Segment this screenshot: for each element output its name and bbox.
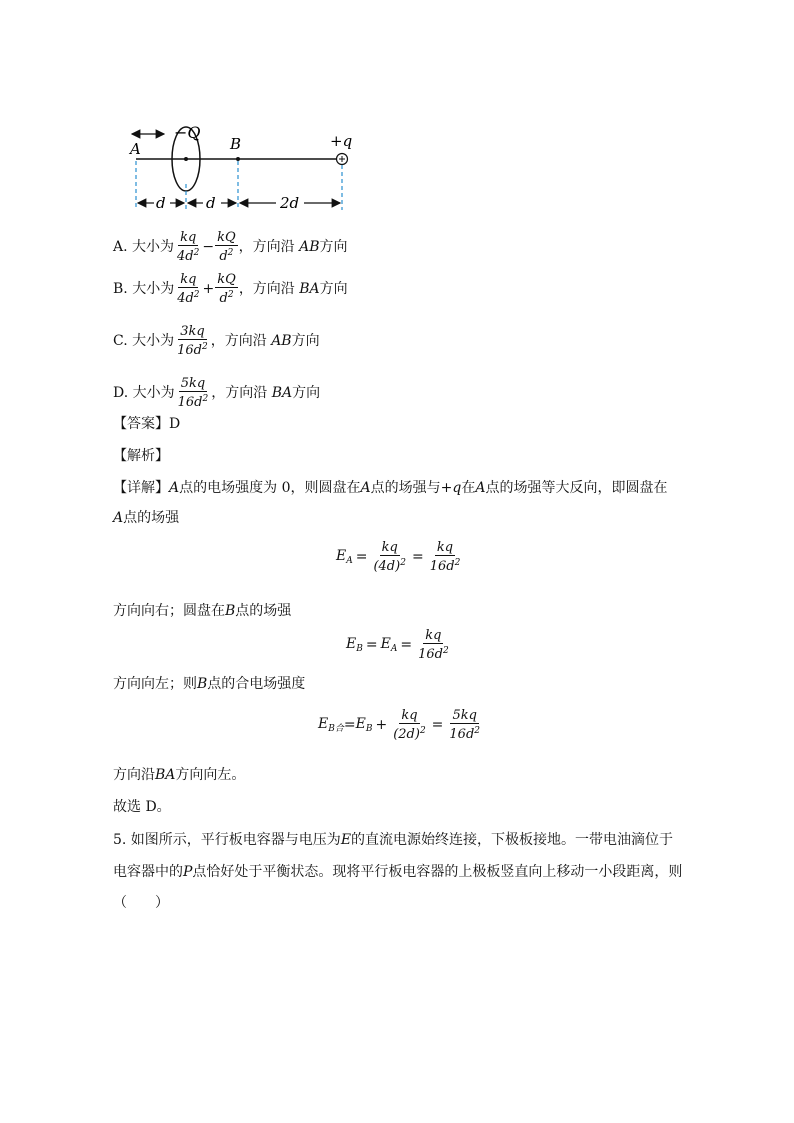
fraction: $\frac{kq}{4d^2}$ [177,272,200,306]
answer-tag: 【答案】 [113,416,169,432]
fraction: $\frac{5kq}{16d^2}$ [177,376,209,410]
fraction: $\frac{kQ}{d^2}$ [217,272,236,306]
equation-ea: $E_A$ = $\frac{kq}{(4d)^2}$ = $\frac{kq}{16d^2}$ [336,540,461,574]
detail-line-2: A点的场强 [113,510,180,526]
fraction: $\frac{3kq}{16d^2}$ [177,324,208,358]
label-dim-1: d [156,194,166,212]
detail-line-1: 【详解】A点的电场强度为 0，则圆盘在A点的场强与+q在A点的场强等大反向，即圆盘在 [113,480,668,496]
fraction: $\frac{kq}{4d^2}$ [177,230,200,264]
option-b: B. 大小为 $\frac{kq}{4d^2}$ + $\frac{kQ}{d^2}$ ，方向沿 BA方向 [113,272,348,306]
charge-diagram [118,124,368,214]
text-direction-right: 方向向右；圆盘在B点的场强 [113,603,292,619]
text-direction-ba: 方向沿BA方向向左。 [113,767,246,783]
label-dim-3: 2d [280,194,300,212]
choose-line: 故选 D。 [113,799,171,815]
disk-center-dot [184,157,188,161]
answer-line [113,414,180,434]
q5-line-2: 电容器中的P点恰好处于平衡状态。现将平行板电容器的上极板竖直向上移动一小段距离，则 [113,864,683,880]
text-direction-left: 方向向左；则B点的合电场强度 [113,676,306,692]
q5-line-1: 5. 如图所示，平行板电容器与电压为E的直流电源始终连接，下极板接地。一带电油滴位于 [113,832,674,848]
label-b: B [230,135,242,153]
option-d: D. 大小为 $\frac{5kq}{16d^2}$ ，方向沿 BA方向 [113,376,321,410]
q5-line-3: （ ） [113,895,169,911]
option-c: C. 大小为 $\frac{3kq}{16d^2}$ ，方向沿 AB方向 [113,324,320,358]
analysis-tag: 【解析】 [113,448,169,464]
label-neg-q: −Q [174,124,201,142]
option-a: A. 大小为 $\frac{kq}{4d^2}$ − $\frac{kQ}{d^2}$ ，方向沿 AB方向 [113,230,348,264]
point-b-dot [236,157,240,161]
label-a: A [130,140,141,158]
label-pos-q: +q [330,132,353,150]
fraction: $\frac{kQ}{d^2}$ [217,230,236,264]
answer-value: D [169,416,181,432]
equation-eb-total: $E_{B合}$ = $E_B$ + $\frac{kq}{(2d)^2}$ = $\frac{5kq}{16d^2}$ [318,708,481,742]
equation-eb: $E_B$ = $E_A$ = $\frac{kq}{16d^2}$ [346,628,449,662]
label-dim-2: d [206,194,216,212]
